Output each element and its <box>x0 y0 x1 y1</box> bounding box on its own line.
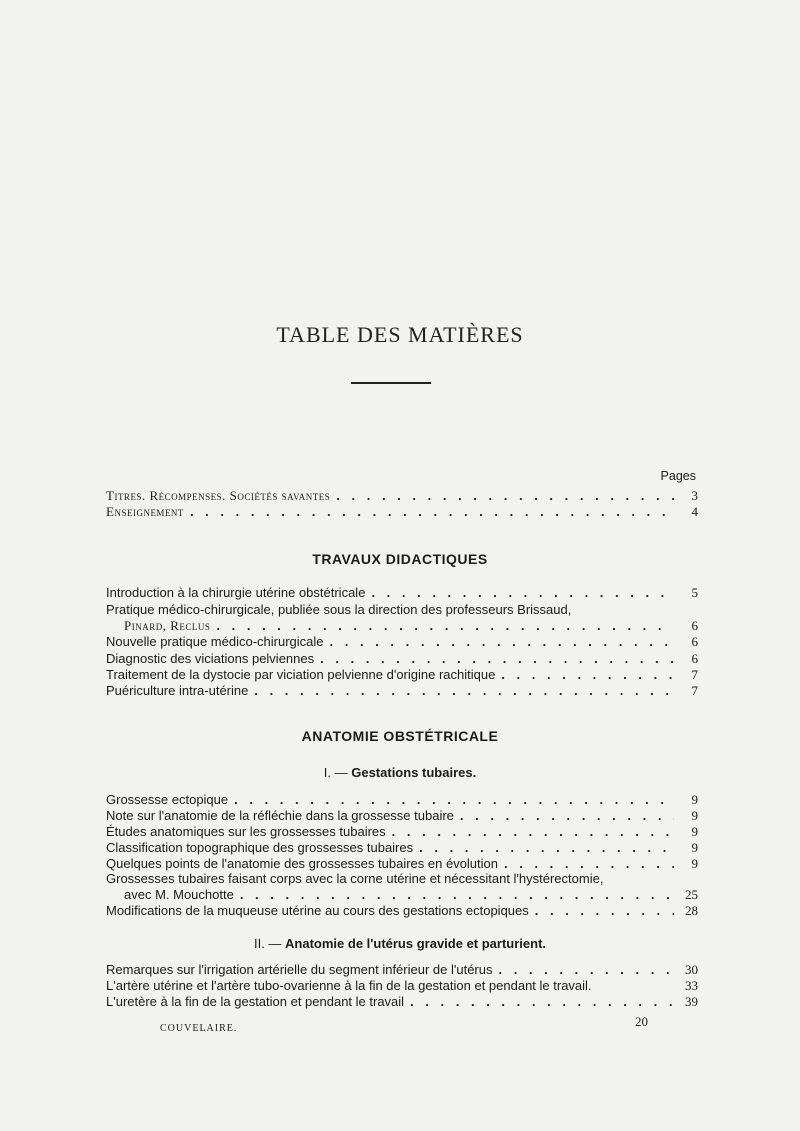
section-heading: ANATOMIE OBSTÉTRICALE <box>301 728 499 744</box>
toc-entry[interactable] <box>106 978 698 994</box>
subsection-title: Gestations tubaires. <box>351 765 477 780</box>
subsection-heading <box>0 765 800 780</box>
toc-entry-label: Pratique médico-chirurgicale, publiée sous la direction des professeurs Brissaud, <box>106 602 572 617</box>
toc-entry-page: 6 <box>691 634 698 649</box>
leader-dots <box>392 824 674 839</box>
toc-entry-label: Remarques sur l'irrigation artérielle du segment inférieur de l'utérus <box>106 962 493 977</box>
leader-dots <box>320 651 674 666</box>
toc-entry-label: Enseignement <box>106 504 184 519</box>
toc-entry-label: L'uretère à la fin de la gestation et pendant le travail <box>106 994 405 1009</box>
toc-entry[interactable] <box>124 887 698 904</box>
toc-entry-page: 6 <box>691 618 698 633</box>
toc-entry-label: Puériculture intra-utérine <box>106 683 249 698</box>
toc-entry[interactable] <box>106 840 698 857</box>
toc-entry-page: 9 <box>691 792 698 807</box>
leader-dots <box>216 618 674 633</box>
toc-entry-page: 33 <box>685 978 698 993</box>
toc-entry-label: L'artère utérine et l'artère tubo-ovarienne à la fin de la gestation et pendant le travail. <box>106 978 592 993</box>
toc-entry-page: 7 <box>691 683 698 698</box>
toc-entry-page: 9 <box>691 824 698 839</box>
leader-dots <box>410 994 674 1009</box>
toc-entry[interactable] <box>106 585 698 602</box>
toc-entry-page: 4 <box>691 504 698 519</box>
toc-entry[interactable] <box>106 808 698 825</box>
toc-entry-label: Études anatomiques sur les grossesses tubaires <box>106 824 386 839</box>
toc-entry[interactable] <box>106 683 698 700</box>
toc-entry-label: Nouvelle pratique médico-chirurgicale <box>106 634 324 649</box>
subsection-number: II. — <box>253 936 282 951</box>
toc-entry[interactable] <box>106 488 698 505</box>
leader-dots <box>504 856 674 871</box>
leader-dots <box>240 887 674 902</box>
toc-entry-label: Classification topographique des grossesses tubaires <box>106 840 414 855</box>
subsection-title: Anatomie de l'utérus gravide et parturient. <box>285 936 547 951</box>
toc-entry-continued[interactable] <box>106 602 698 617</box>
subsection-number: I. — <box>323 765 348 780</box>
toc-entry-label: avec M. Mouchotte <box>124 887 234 902</box>
toc-entry-page: 3 <box>691 488 698 503</box>
leader-dots <box>419 840 674 855</box>
leader-dots <box>371 585 674 600</box>
toc-entry-page: 39 <box>685 994 698 1009</box>
toc-entry[interactable] <box>106 634 698 651</box>
toc-entry[interactable] <box>106 994 698 1011</box>
leader-dots <box>501 667 674 682</box>
signature-mark: 20 <box>635 1014 648 1029</box>
toc-entry-label: Traitement de la dystocie par viciation pelvienne d'origine rachitique <box>106 667 496 682</box>
subsection-heading <box>0 936 800 951</box>
toc-entry-label: Diagnostic des viciations pelviennes <box>106 651 315 666</box>
toc-entry[interactable] <box>106 504 698 521</box>
toc-entry-label: Quelques points de l'anatomie des grossesses tubaires en évolution <box>106 856 498 871</box>
toc-entry-page: 9 <box>691 856 698 871</box>
toc-entry-page: 5 <box>691 585 698 600</box>
toc-entry-label: Grossesse ectopique <box>106 792 229 807</box>
toc-entry[interactable] <box>106 667 698 684</box>
leader-dots <box>190 504 674 519</box>
toc-entry[interactable] <box>106 824 698 841</box>
toc-entry-label: Modifications de la muqueuse utérine au cours des gestations ectopiques <box>106 903 529 918</box>
title-rule <box>351 382 431 384</box>
toc-entry[interactable] <box>106 962 698 979</box>
section-heading: TRAVAUX DIDACTIQUES <box>312 551 488 567</box>
leader-dots <box>336 488 674 503</box>
toc-entry-label: Titres. Récompenses. Sociétés savantes <box>106 488 331 503</box>
page-title: TABLE DES MATIÈRES <box>276 322 524 347</box>
toc-entry-page: 28 <box>685 903 698 918</box>
toc-entry-label: Introduction à la chirurgie utérine obstétricale <box>106 585 366 600</box>
toc-entry[interactable] <box>124 618 698 635</box>
leader-dots <box>498 962 674 977</box>
toc-entry-page: 7 <box>691 667 698 682</box>
toc-entry-page: 30 <box>685 962 698 977</box>
toc-entry-label: Grossesses tubaires faisant corps avec la corne utérine et nécessitant l'hystérectomie, <box>106 871 604 886</box>
leader-dots <box>330 634 675 649</box>
leader-dots <box>234 792 674 807</box>
toc-entry-page: 9 <box>691 840 698 855</box>
leader-dots <box>254 683 674 698</box>
toc-entry[interactable] <box>106 903 698 920</box>
toc-entry-continued[interactable] <box>106 871 698 886</box>
toc-entry[interactable] <box>106 792 698 809</box>
pages-column-label: Pages <box>660 469 696 483</box>
toc-entry-page: 9 <box>691 808 698 823</box>
toc-entry-page: 25 <box>685 887 698 902</box>
toc-entry-label: Pinard, Reclus <box>124 618 211 633</box>
toc-entry[interactable] <box>106 651 698 668</box>
toc-entry-page: 6 <box>691 651 698 666</box>
leader-dots <box>535 903 674 918</box>
footer-author: COUVELAIRE. <box>160 1023 238 1034</box>
toc-entry-label: Note sur l'anatomie de la réfléchie dans la grossesse tubaire <box>106 808 454 823</box>
leader-dots <box>460 808 674 823</box>
